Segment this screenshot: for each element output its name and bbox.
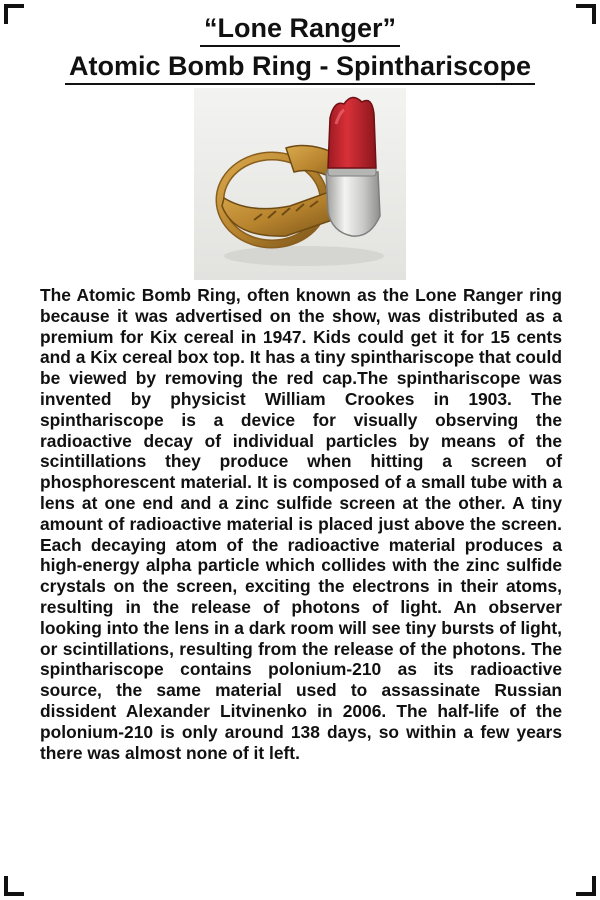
corner-mark-bottom-left (4, 876, 24, 896)
corner-mark-bottom-right (576, 876, 596, 896)
page-title: “Lone Ranger” (200, 12, 400, 47)
page-heading (0, 12, 600, 85)
ring-with-red-cap-icon (194, 88, 406, 280)
ring-photo (194, 88, 406, 280)
page-subtitle: Atomic Bomb Ring - Spinthariscope (65, 50, 535, 85)
ring-description: The Atomic Bomb Ring, often known as the Lone Ranger ring because it was advertised on the show, was distributed as a premium for Kix cereal in 1947. Kids could get it for 15 cents and a Kix cereal box top. It has a tiny spinthariscope that could be viewed by removing the red cap.The spinthariscope was invented by physicist William Crookes in 1903. The spinthariscope is a device for visually observing the radioactive decay of individual particles by means of the scintillations they produce when hitting a screen of phosphorescent material. It is composed of a small tube with a lens at one end and a zinc sulfide screen at the other. A tiny amount of radioactive material is placed just above the screen. Each decaying atom of the radioactive material produces a high-energy alpha particle which collides with the zinc sulfide crystals on the screen, exciting the electrons in their atoms, resulting in the release of photons of light. An observer looking into the lens in a dark room will see tiny bursts of light, or scintillations, resulting from the release of the photons. The spinthariscope contains polonium-210 as its radioactive source, the same material used to assassinate Russian dissident Alexander Litvinenko in 2006. The half-life of the polonium-210 is only around 138 days, so within a few years there was almost none of it left. (40, 285, 562, 763)
